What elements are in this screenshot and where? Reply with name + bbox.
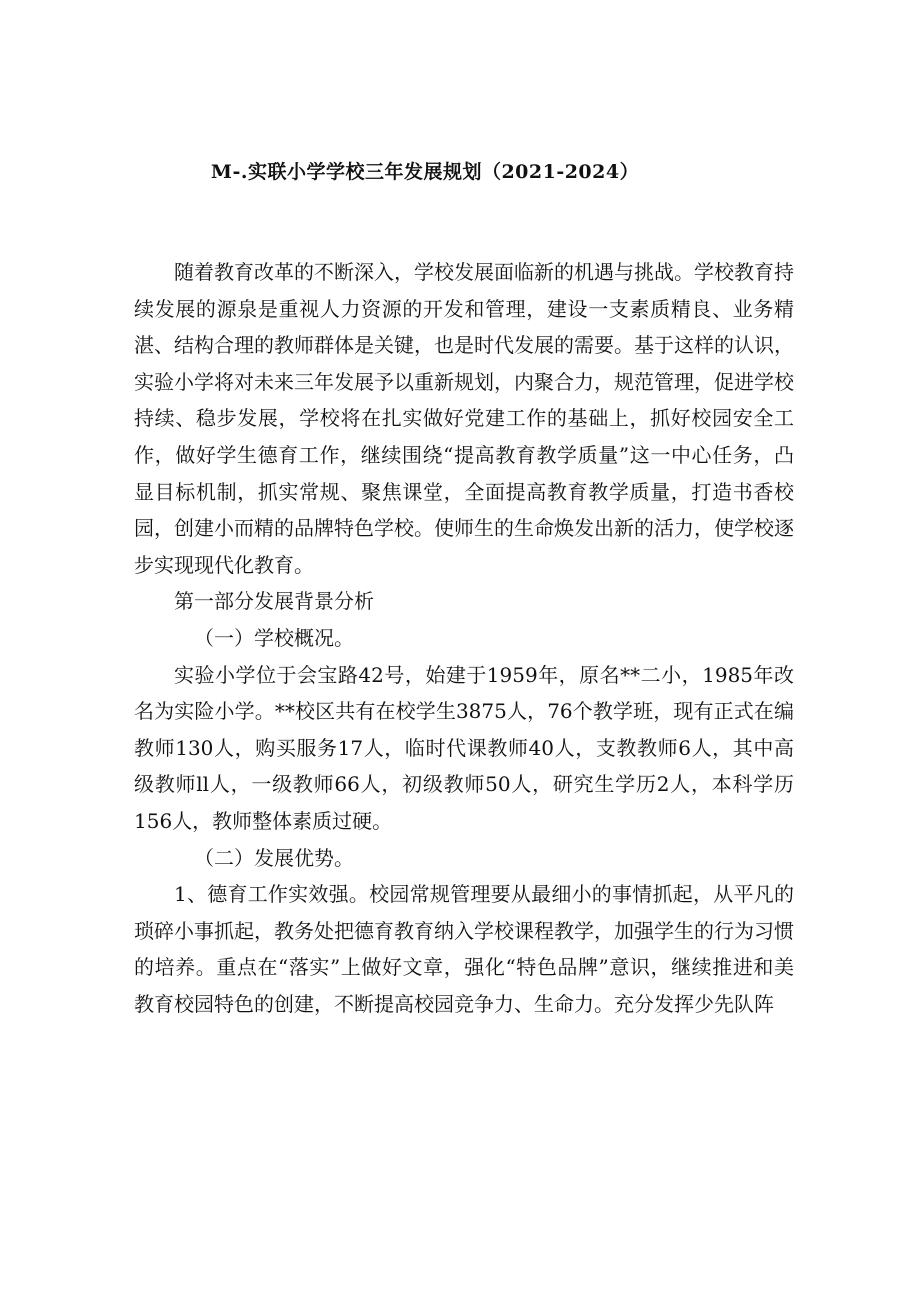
document-body [134, 254, 794, 1022]
intro-paragraph: 随着教育改革的不断深入，学校发展面临新的机遇与挑战。学校教育持续发展的源泉是重视人力资源的开发和管理，建设一支素质精良、业务精湛、结构合理的教师群体是关键，也是时代发展的需要。基于这样的认识，实验小学将对未来三年发展予以重新规划，内聚合力，规范管理，促进学校持续、稳步发展，学校将在扎实做好党建工作的基础上，抓好校园安全工作，做好学生德育工作，继续围绕“提高教育教学质量”这一中心任务，凸显目标机制，抓实常规、聚焦课堂，全面提高教育教学质量，打造书香校园，创建小而精的品牌特色学校。使师生的生命焕发出新的活力，使学校逐步实现现代化教育。 [134, 260, 794, 577]
section1-paragraph: 实验小学位于会宝路42号，始建于1959年，原名**二小，1985年改名为实险小学。**校区共有在校学生3875人，76个教学班，现有正式在编教师130人，购买服务17人，临时代课教师40人，支教教师6人，其中高级教师ll人，一级教师66人，初级教师50人，研究生学历2人，本科学历156人，教师整体素质过硬。 [134, 662, 794, 833]
part1-heading: 第一部分发展背景分析 [174, 589, 374, 614]
section2-item1-paragraph: 1、德育工作实效强。校园常规管理要从最细小的事情抓起，从平凡的琐碎小事抓起，教务处把德育教育纳入学校课程教学，加强学生的行为习惯的培养。重点在“落实”上做好文章，强化“特色品牌”意识，继续推进和美教育校园特色的创建，不断提高校园竞争力、生命力。充分发挥少先队阵 [134, 882, 794, 1016]
section1-heading: （一）学校概况。 [194, 625, 354, 650]
section2-heading: （二）发展优势。 [194, 845, 354, 870]
document-title: M-.实联小学学校三年发展规划（2021-2024） [210, 161, 640, 183]
